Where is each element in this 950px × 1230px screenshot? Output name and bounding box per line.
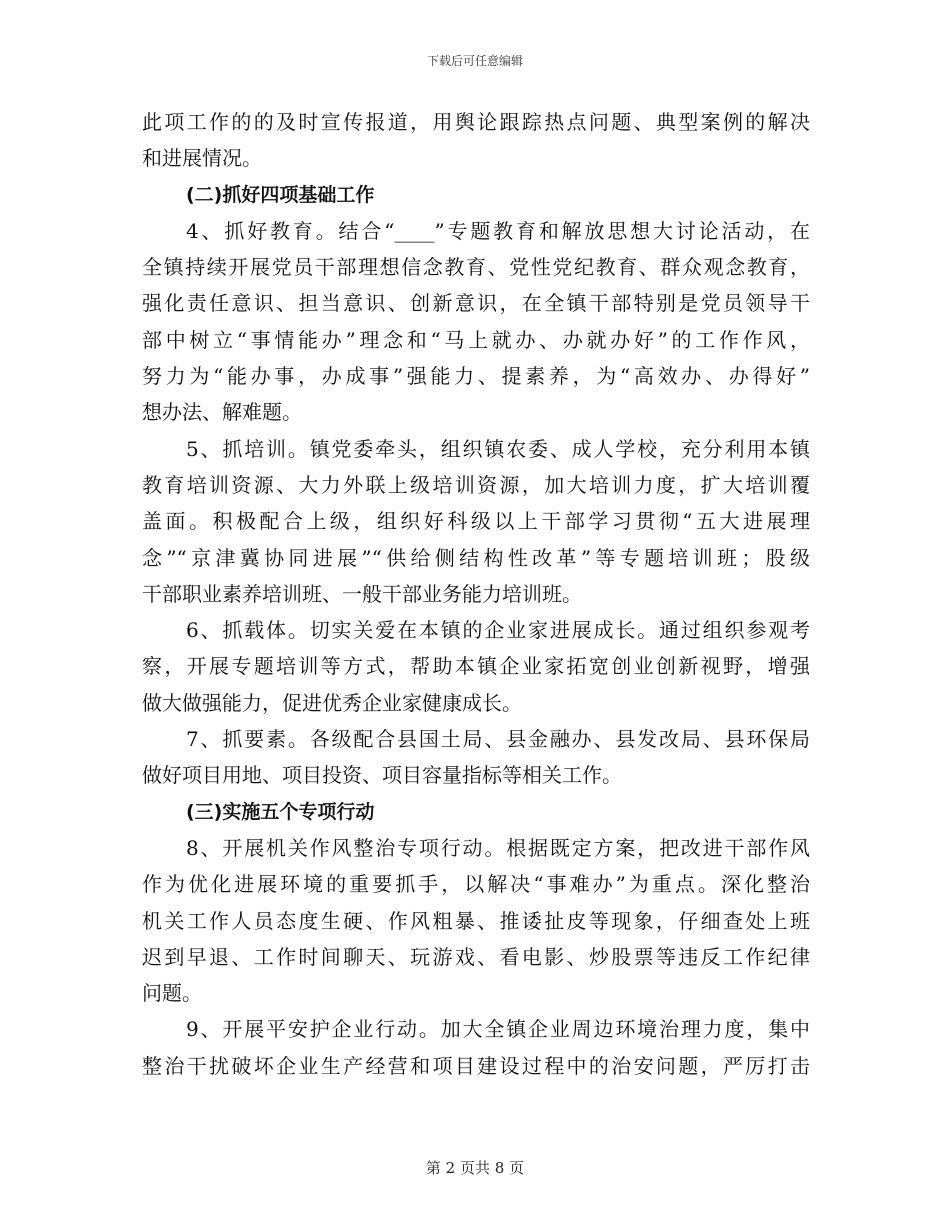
paragraph-line: 部中树立“事情能办”理念和“马上就办、办就办好”的工作作风，: [142, 327, 810, 352]
paragraph-line: 做好项目用地、项目投资、项目容量指标等相关工作。: [142, 763, 622, 788]
paragraph-line: 4、抓好教育。结合“____”专题教育和解放思想大讨论活动，在: [186, 218, 810, 243]
paragraph-line: 9、开展平安护企业行动。加大全镇企业周边环境治理力度，集中: [186, 1017, 810, 1042]
paragraph-line: 努力为“能办事，办成事”强能力、提素养，为“高效办、办得好”: [142, 364, 810, 389]
paragraph-line: 做大做强能力，促进优秀企业家健康成长。: [142, 690, 522, 715]
paragraph-line: 作为优化进展环境的重要抓手，以解决“事难办”为重点。深化整治: [142, 872, 810, 897]
paragraph-line: 整治干扰破坏企业生产经营和项目建设过程中的治安问题，严厉打击: [142, 1053, 810, 1078]
paragraph-line: 问题。: [142, 981, 202, 1006]
paragraph-line: 想办法、解难题。: [142, 400, 302, 425]
paragraph-line: 迟到早退、工作时间聊天、玩游戏、看电影、炒股票等违反工作纪律: [142, 944, 810, 969]
document-body: [142, 104, 810, 1084]
paragraph-line: 全镇持续开展党员干部理想信念教育、党性党纪教育、群众观念教育，: [142, 255, 810, 280]
paragraph-line: 8、开展机关作风整治专项行动。根据既定方案，把改进干部作风: [186, 835, 810, 860]
paragraph-line: 6、抓载体。切实关爱在本镇的企业家进展成长。通过组织参观考: [186, 618, 810, 643]
paragraph-line: 机关工作人员态度生硬、作风粗暴、推诿扯皮等现象，仔细查处上班: [142, 908, 810, 933]
section-heading: (二)抓好四项基础工作: [186, 183, 375, 206]
page-footer: 第 2 页共 8 页: [425, 1159, 525, 1177]
paragraph-line: 此项工作的的及时宣传报道，用舆论跟踪热点问题、典型案例的解决: [142, 110, 810, 134]
paragraph-line: 盖面。积极配合上级，组织好科级以上干部学习贯彻“五大进展理: [142, 509, 810, 534]
page-header: 下载后可任意编辑: [426, 54, 523, 68]
paragraph-line: 强化责任意识、担当意识、创新意识，在全镇干部特别是党员领导干: [142, 291, 810, 316]
paragraph-line: 干部职业素养培训班、一般干部业务能力培训班。: [142, 581, 582, 606]
section-heading: (三)实施五个专项行动: [186, 800, 375, 823]
paragraph-line: 和进展情况。: [142, 146, 262, 171]
paragraph-line: 7、抓要素。各级配合县国土局、县金融办、县发改局、县环保局: [186, 727, 810, 752]
paragraph-line: 念”“京津冀协同进展”“供给侧结构性改革”等专题培训班；股级: [142, 545, 810, 570]
paragraph-line: 教育培训资源、大力外联上级培训资源，加大培训力度，扩大培训覆: [142, 472, 810, 497]
paragraph-line: 5、抓培训。镇党委牵头，组织镇农委、成人学校，充分利用本镇: [186, 436, 810, 461]
paragraph-line: 察，开展专题培训等方式，帮助本镇企业家拓宽创业创新视野，增强: [142, 654, 810, 679]
